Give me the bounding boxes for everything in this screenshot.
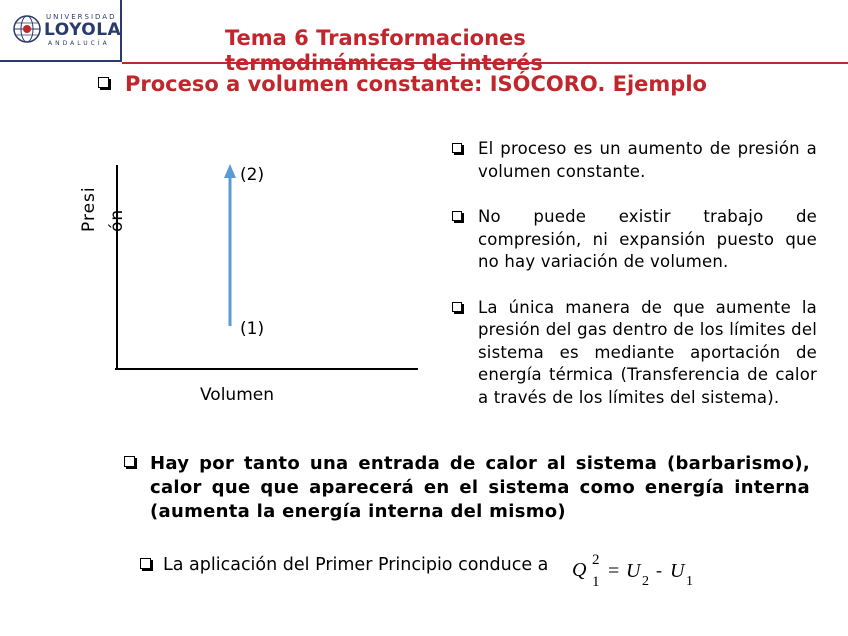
list-item: [452, 206, 817, 274]
checkbox-bullet-icon: [452, 302, 462, 312]
eq-q-sup: 2: [592, 552, 600, 568]
first-principle-text: La aplicación del Primer Principio conduce a: [163, 555, 549, 575]
checkbox-bullet-icon: [98, 77, 109, 88]
checkbox-bullet-icon: [124, 456, 135, 467]
eq-u1-sub: 1: [686, 574, 693, 589]
globe-icon: [12, 14, 42, 44]
eq-minus: -: [656, 560, 662, 580]
point-1-label: (1): [240, 319, 265, 339]
process-arrow-head: [224, 164, 236, 178]
eq-q-sub: 1: [592, 574, 600, 590]
explanation-list: [452, 138, 817, 432]
conclusion-text: Hay por tanto una entrada de calor al sistema (barbarismo), calor que que aparecerá en el sistema como energía interna (aumenta la energía interna del mismo): [150, 453, 810, 522]
checkbox-bullet-icon: [452, 211, 462, 221]
logo-university-text: UNIVERSIDAD: [46, 13, 117, 21]
list-item-text: No puede existir trabajo de compresión, ni expansión puesto que no hay variación de volumen.: [478, 207, 817, 271]
eq-q: Q: [572, 559, 587, 581]
list-item-text: El proceso es un aumento de presión a volumen constante.: [478, 139, 817, 181]
eq-equals: =: [608, 560, 620, 582]
logo-region-text: ANDALUCÍA: [48, 40, 110, 47]
conclusion-paragraph: [124, 452, 810, 524]
pv-diagram: [70, 150, 430, 410]
university-logo: [0, 0, 122, 62]
checkbox-bullet-icon: [452, 143, 462, 153]
point-2-label: (2): [240, 165, 265, 185]
logo-name-text: LOYOLA: [44, 20, 122, 40]
list-item: [452, 138, 817, 183]
eq-u1: U: [670, 560, 685, 582]
eq-u2-sub: 2: [642, 574, 649, 589]
slide-title: Tema 6 Transformaciones termodinámicas de interés: [225, 26, 543, 75]
slide-subtitle: [98, 72, 707, 96]
subtitle-text: Proceso a volumen constante: ISÓCORO. Ejemplo: [125, 72, 707, 96]
x-axis-label: Volumen: [200, 385, 275, 405]
first-principle-line: [140, 555, 548, 575]
list-item-text: La única manera de que aumente la presión del gas dentro de los límites del sistema es mediante aportación de energía térmica (Transferencia de calor a través de los límites del sistema).: [478, 297, 817, 407]
y-axis-label-part2: ón: [107, 208, 127, 232]
list-item: [452, 297, 817, 410]
first-law-equation: [556, 546, 716, 596]
y-axis-label-part1: Presi: [79, 186, 99, 232]
checkbox-bullet-icon: [140, 558, 151, 569]
eq-u2: U: [626, 560, 641, 582]
